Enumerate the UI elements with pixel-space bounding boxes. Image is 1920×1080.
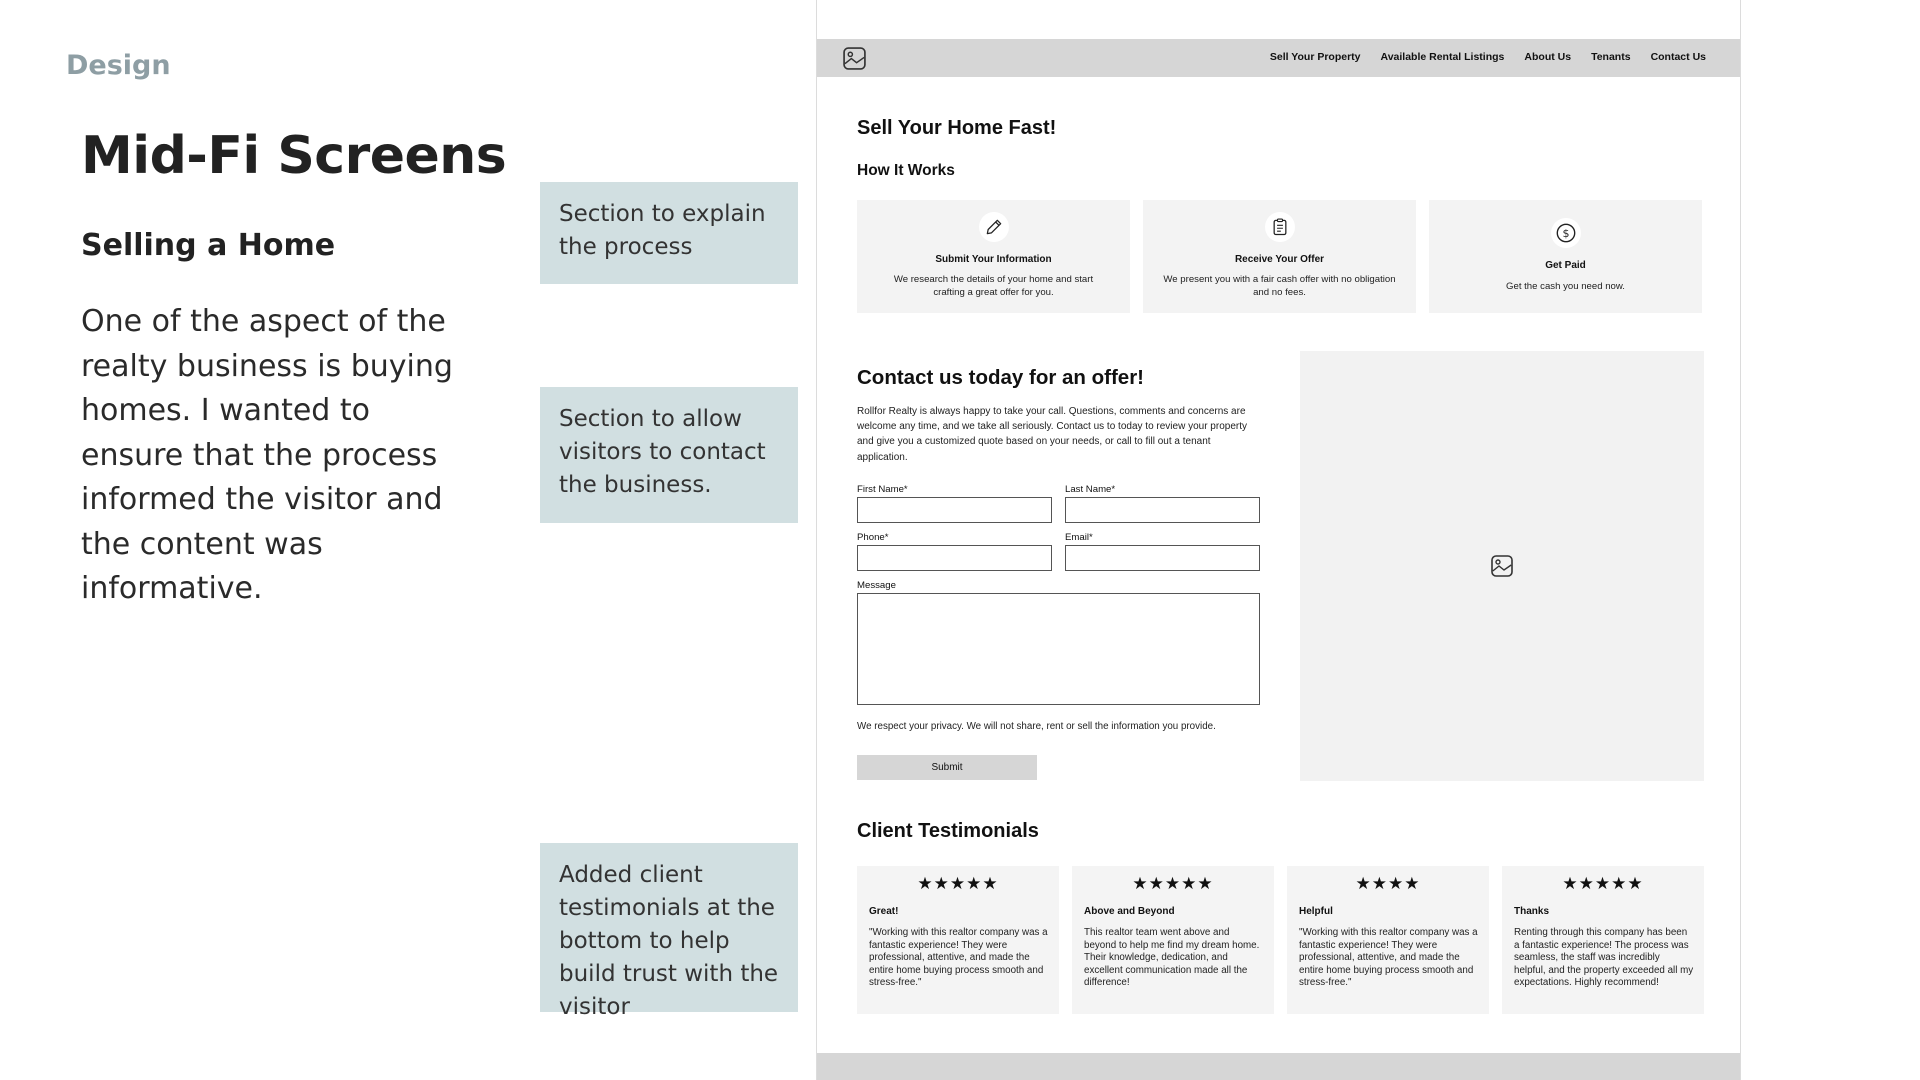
clipboard-icon (1265, 212, 1295, 242)
last-name-label: Last Name* (1065, 484, 1116, 495)
step-card (1429, 200, 1702, 313)
testimonial-heading: Helpful (1299, 906, 1333, 917)
image-icon[interactable] (842, 46, 867, 71)
testimonial-quote: This realtor team went above and beyond to help me find my dream home. Their knowledge, dedication, and excellent communication made all the difference! (1084, 927, 1260, 989)
testimonial-card (857, 866, 1059, 1014)
annotation-contact: Section to allow visitors to contact the business. (540, 387, 798, 523)
testimonial-heading: Thanks (1514, 906, 1550, 917)
nav-link-about-us[interactable]: About Us (1524, 51, 1572, 63)
nav-link-tenants[interactable]: Tenants (1591, 51, 1631, 63)
nav-link-contact-us[interactable]: Contact Us (1650, 51, 1706, 63)
star-rating: ★★★★★ (1132, 874, 1214, 893)
top-nav (817, 39, 1741, 77)
star-rating: ★★★★★ (1562, 874, 1644, 893)
slide-subtitle: Selling a Home (81, 228, 336, 263)
testimonial-card (1072, 866, 1274, 1014)
privacy-note: We respect your privacy. We will not share, rent or sell the information you provide. (857, 721, 1216, 732)
testimonial-heading: Great! (869, 906, 899, 917)
step-title: Receive Your Offer (1234, 254, 1325, 265)
star-rating: ★★★★★ (917, 874, 999, 893)
image-placeholder (1300, 351, 1704, 781)
step-description: Get the cash you need now. (1506, 281, 1625, 292)
email-label: Email* (1065, 532, 1093, 543)
hero-title: Sell Your Home Fast! (857, 117, 1057, 139)
step-description: We research the details of your home and start crafting a great offer for you. (893, 274, 1094, 298)
annotation-process: Section to explain the process (540, 182, 798, 284)
svg-text:$: $ (1562, 227, 1569, 241)
star-rating: ★★★★ (1355, 874, 1421, 893)
message-textarea[interactable] (857, 593, 1260, 705)
last-name-input[interactable] (1065, 497, 1260, 523)
slide-title: Mid-Fi Screens (81, 126, 507, 186)
phone-label: Phone* (857, 532, 889, 543)
testimonial-card (1287, 866, 1489, 1014)
submit-button[interactable]: Submit (857, 755, 1037, 780)
step-title: Get Paid (1545, 260, 1586, 271)
email-input[interactable] (1065, 545, 1260, 571)
nav-link-rental-listings[interactable]: Available Rental Listings (1380, 51, 1505, 63)
image-icon (1490, 554, 1514, 578)
pencil-icon (979, 212, 1009, 242)
annotation-testimonials: Added client testimonials at the bottom to help build trust with the visitor (540, 843, 798, 1012)
dollar-icon (1551, 218, 1581, 248)
testimonial-heading: Above and Beyond (1084, 906, 1175, 917)
nav-links (1270, 51, 1706, 63)
slide-body-text: One of the aspect of the realty business is buying homes. I wanted to ensure that the process informed the visitor and the content was informative. (81, 304, 453, 606)
contact-title: Contact us today for an offer! (857, 366, 1145, 389)
testimonials-title: Client Testimonials (857, 820, 1039, 842)
wireframe-page (816, 0, 1741, 1080)
step-card (1143, 200, 1416, 313)
step-description: We present you with a fair cash offer with no obligation and no fees. (1163, 274, 1396, 298)
how-it-works-title: How It Works (857, 162, 955, 179)
phone-input[interactable] (857, 545, 1052, 571)
contact-description: Rollfor Realty is always happy to take your call. Questions, comments and concerns are welcome any time, and we take all seriously. Contact us to today to review your property and give you a customized quote based on your needs, or call to fill out a tenant application. (857, 406, 1247, 463)
first-name-input[interactable] (857, 497, 1052, 523)
step-title: Submit Your Information (935, 254, 1052, 265)
testimonial-quote: Renting through this company has been a fantastic experience! The process was seamless, the staff was incredibly helpful, and the property exceeded all my expectations. Highly recommend! (1514, 927, 1694, 989)
footer-bar (817, 1053, 1741, 1080)
testimonial-card (1502, 866, 1704, 1014)
step-card (857, 200, 1130, 313)
first-name-label: First Name* (857, 484, 908, 495)
nav-link-sell-property[interactable]: Sell Your Property (1269, 51, 1361, 63)
testimonial-quote: "Working with this realtor company was a fantastic experience! They were professional, attentive, and made the entire home buying process smooth and stress-free." (869, 927, 1048, 989)
testimonial-quote: "Working with this realtor company was a fantastic experience! They were professional, attentive, and made the entire home buying process smooth and stress-free." (1299, 927, 1478, 989)
message-label: Message (857, 580, 896, 591)
slide-eyebrow: Design (66, 50, 171, 81)
